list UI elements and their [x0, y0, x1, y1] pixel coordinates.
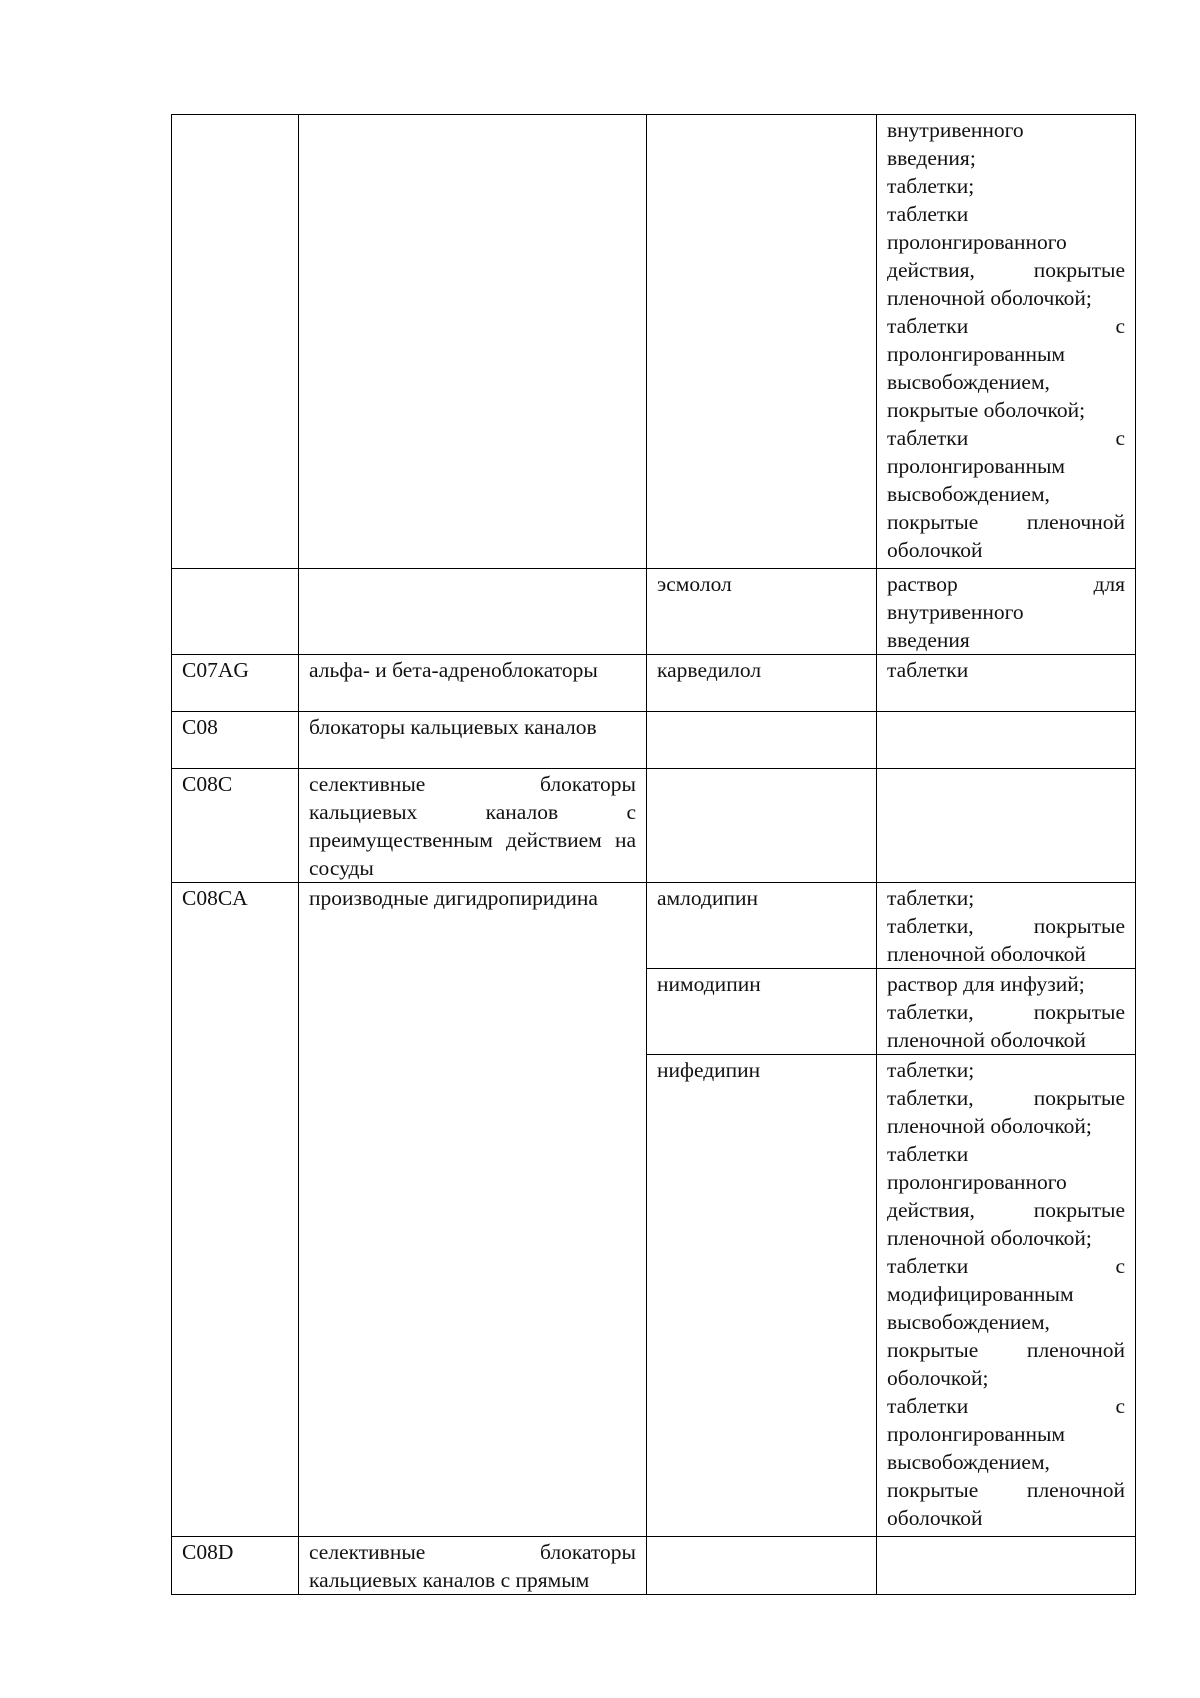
drug-name-cell: амлодипин — [647, 883, 877, 969]
group-name-cell: селективные блокаторы кальциевых каналов с прямым — [299, 1537, 647, 1595]
dosage-forms-cell — [877, 1537, 1136, 1595]
dosage-forms-cell: таблетки; таблетки, покрытые пленочной оболочкой; таблетки пролонгированного действия, покрытые пленочной оболочкой; таблетки с модифицированным высвобождением, покрытые пленочной оболочкой; таблетки с пролонгированным высвобождением, покрытые пленочной оболочкой — [877, 1055, 1136, 1537]
dosage-forms-cell: таблетки — [877, 655, 1136, 712]
dosage-forms-cell — [877, 712, 1136, 769]
atc-code-cell: C08 — [172, 712, 299, 769]
table-row — [172, 115, 1136, 569]
group-name-cell: блокаторы кальциевых каналов — [299, 712, 647, 769]
atc-code-cell: C08CA — [172, 883, 299, 1537]
group-name-cell: производные дигидропиридина — [299, 883, 647, 1537]
drug-name-cell — [647, 1537, 877, 1595]
table-row — [172, 769, 1136, 883]
atc-code-cell: C07AG — [172, 655, 299, 712]
table-row — [172, 655, 1136, 712]
dosage-forms-cell: таблетки; таблетки, покрытые пленочной оболочкой — [877, 883, 1136, 969]
group-name-cell — [299, 115, 647, 569]
table-row — [172, 883, 1136, 969]
atc-code-cell: C08D — [172, 1537, 299, 1595]
drug-name-cell — [647, 712, 877, 769]
drug-name-cell: нифедипин — [647, 1055, 877, 1537]
drug-name-cell — [647, 115, 877, 569]
table-row — [172, 569, 1136, 655]
drug-name-cell — [647, 769, 877, 883]
dosage-forms-cell: раствор для внутривенного введения — [877, 569, 1136, 655]
table-row — [172, 1537, 1136, 1595]
atc-code-cell: C08C — [172, 769, 299, 883]
group-name-cell — [299, 569, 647, 655]
atc-code-cell — [172, 115, 299, 569]
drug-classification-table — [171, 114, 1136, 1595]
table-row — [172, 712, 1136, 769]
drug-name-cell: карведилол — [647, 655, 877, 712]
atc-code-cell — [172, 569, 299, 655]
group-name-cell: селективные блокаторы кальциевых каналов с преимущественным действием на сосуды — [299, 769, 647, 883]
drug-name-cell: нимодипин — [647, 969, 877, 1055]
dosage-forms-cell: внутривенного введения; таблетки; таблетки пролонгированного действия, покрытые пленочной оболочкой; таблетки с пролонгированным высвобождением, покрытые оболочкой; таблетки с пролонгированным высвобождением, покрытые пленочной оболочкой — [877, 115, 1136, 569]
drug-name-cell: эсмолол — [647, 569, 877, 655]
dosage-forms-cell — [877, 769, 1136, 883]
dosage-forms-cell: раствор для инфузий; таблетки, покрытые пленочной оболочкой — [877, 969, 1136, 1055]
group-name-cell: альфа- и бета-адреноблокаторы — [299, 655, 647, 712]
